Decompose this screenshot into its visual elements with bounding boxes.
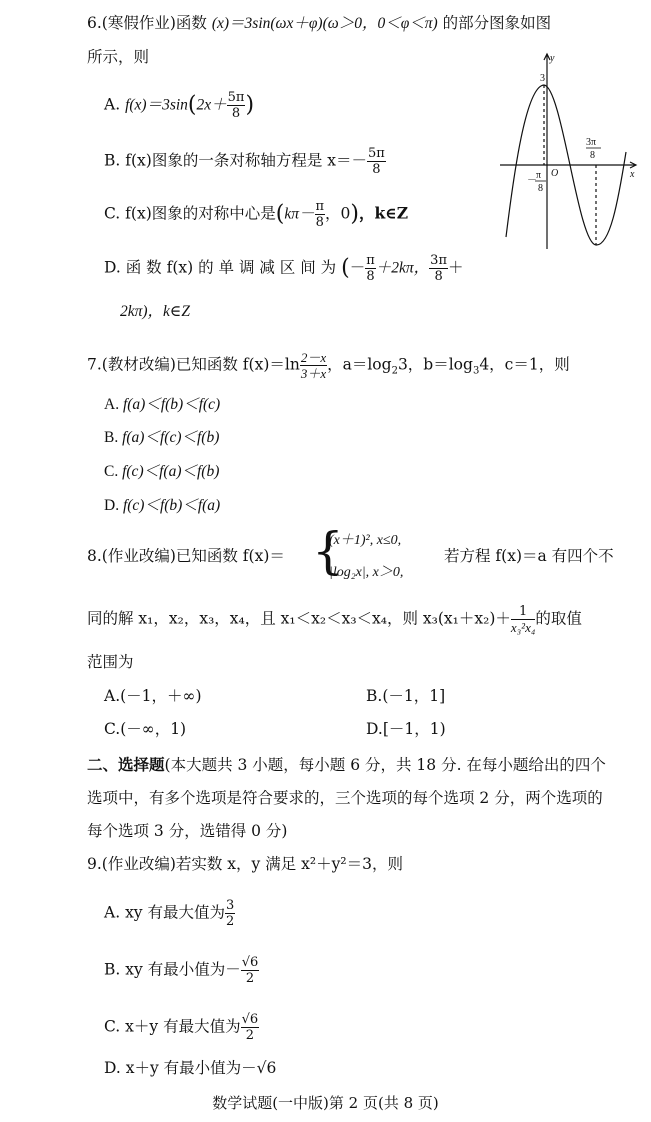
piecewise-brace: { [312,522,344,580]
neg-num: π [536,170,542,181]
pos-num: 3π [586,137,597,148]
option-label: D. [104,258,121,277]
q6-c-pre: kπ－ [284,205,315,223]
q9-option-b: B. xy 有最小值为－ $\frac{√6}{2}$ [104,955,259,986]
option-label: A. [104,95,121,114]
y-axis-label: y [550,53,555,64]
q6-a-inner: 2x＋ [196,96,227,114]
q7-option-d: D. f(c)＜f(b)＜f(a) [104,497,221,514]
q6-line2: 所示，则 [87,48,150,66]
peak-label: 3 [540,73,545,84]
q6-option-c: C. f(x)图象的对称中心是(kπ－ $\frac{\pi}{8}$ ，0)，k∈Z [104,199,409,230]
q6-d-frac1: $\frac{\pi}{8}$ [366,253,375,284]
q7-t1: 3，b＝log [397,355,473,374]
q8-line2a: 同的解 x₁，x₂，x₃，x₄，且 x₁＜x₂＜x₃＜x₄，则 x₃(x₁＋x₂)＋ [87,609,511,628]
section2-line1 [87,755,606,775]
q7-text-b: ，a＝log [327,355,392,374]
q7-option-a: A. f(a)＜f(b)＜f(c) [104,396,221,413]
q6-d-mid: ＋2kπ， [375,259,430,277]
option-label: C. [104,204,121,223]
neg-den: 8 [538,183,543,194]
q6-d-post: ＋ [448,258,464,277]
q7-frac: $\frac{2-x}{3+x}$ [300,350,327,381]
q8-option-b: B.(－1，1] [366,687,446,705]
option-label: B. [104,151,121,170]
q6-a-frac: $\frac{5\pi}{8}$ [227,90,245,121]
q6-head: 6.(寒假作业)函数 [87,14,207,32]
x-axis-label: x [630,169,635,180]
q6-b-frac: $\frac{5\pi}{8}$ [368,146,385,177]
q7-option-c: C. f(c)＜f(a)＜f(b) [104,463,220,480]
sine-graph [500,52,640,252]
q8-case2: |log₂x|, x＞0, [329,565,404,580]
q6-formula: (x)＝3sin(ωx＋φ)(ω＞0，0＜φ＜π) [211,15,438,32]
q8-line2b: 的取值 [535,609,582,628]
section2-line2: 选项中，有多个选项是符合要求的，三个选项的每个选项 2 分，两个选项的 [87,789,603,807]
q9-stem: 9.(作业改编)若实数 x，y 满足 x²＋y²＝3，则 [87,855,403,873]
q8-case1: (x＋1)², x≤0, [329,533,402,548]
q7-t2: 4，c＝1，则 [479,355,570,374]
q7-text-a: 7.(教材改编)已知函数 f(x)＝ln [87,355,300,374]
q6-option-d: D. 函 数 f(x) 的 单 调 减 区 间 为 (－ $\frac{\pi}{8}$ ＋2kπ， $\frac{3\pi}{8}$ ＋ [104,253,464,284]
q8-option-a: A.(－1，＋∞) [104,687,202,705]
q6-d-line2: 2kπ)，k∈Z [120,303,191,320]
q9-option-d: D. x＋y 有最小值为－√6 [104,1059,277,1077]
section2-l1: (本大题共 3 小题，每小题 6 分，共 18 分. 在每小题给出的四个 [164,756,606,774]
q8-tail: 若方程 f(x)＝a 有四个不 [444,547,614,565]
section2-title: 二、选择题 [87,755,165,774]
q6-b-text: f(x)图象的一条对称轴方程是 x＝－ [125,151,368,170]
q8-line3: 范围为 [87,653,134,671]
q7-stem: 7.(教材改编)已知函数 f(x)＝ln $\frac{2-x}{3+x}$ ，$a=\log_23$，$b=\log_34$，c＝1，则 [87,350,570,381]
page-footer: 数学试题(一中版)第 2 页(共 8 页) [212,1094,439,1112]
q6-option-b [104,146,386,177]
q6-tail: 的部分图象如图 [442,14,552,32]
neg-sign: － [527,175,537,186]
q8-option-c: C.(－∞，1) [104,720,187,738]
q8-frac: $\frac{1}{\text{x₃²x₄}}$ [510,604,536,635]
q7-option-b: B. f(a)＜f(c)＜f(b) [104,429,220,446]
q9-option-c: C. x＋y 有最大值为 $\frac{√6}{2}$ [104,1012,259,1043]
q6-c-frac: $\frac{\pi}{8}$ [315,199,325,230]
q6-stem [87,13,551,34]
q6-option-a: A. f(x)＝3sin(2x＋ $\frac{5\pi}{8}$ ) [104,90,255,121]
q6-c-post: ，0 [325,204,351,223]
q8-option-d: D.[－1，1) [366,720,446,738]
q6-d-frac2: $\frac{3\pi}{8}$ [430,253,447,284]
q6-c-tail: ，k∈Z [359,203,409,223]
q8-head: 8.(作业改编)已知函数 f(x)＝ [87,547,285,565]
q6-d-pre: － [349,258,366,277]
q6-c-text: f(x)图象的对称中心是 [125,204,276,223]
origin-label: O [551,168,559,179]
q8-line2 [87,604,582,635]
pos-den: 8 [590,150,595,161]
q6-d-text: 函 数 f(x) 的 单 调 减 区 间 为 [125,258,337,277]
section2-line3: 每个选项 3 分，选错得 0 分) [87,822,288,840]
q6-a-pre: f(x)＝3sin [125,96,188,114]
q9-option-a: A. xy 有最大值为 $\frac{3}{2}$ [104,898,235,929]
